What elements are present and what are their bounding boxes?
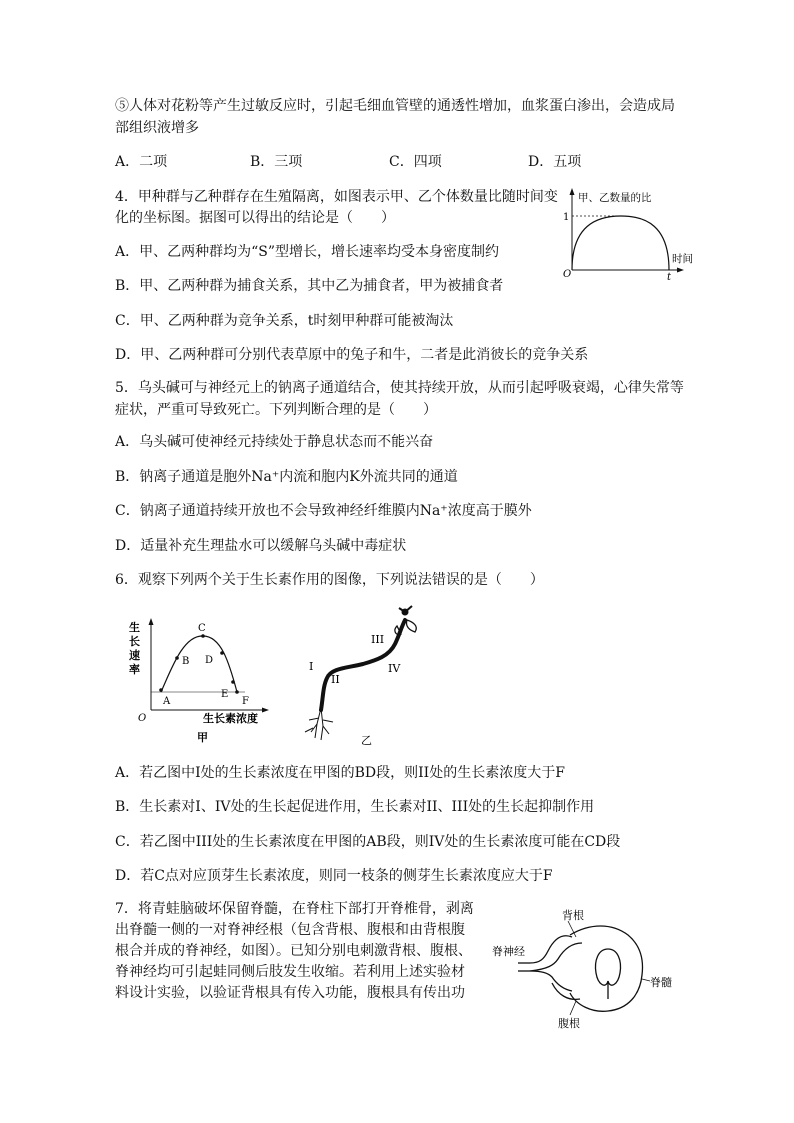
jia-label-b: B [182,656,190,667]
q3-item5-line1: ⑤人体对花粉等产生过敏反应时，引起毛细血管壁的通透性增加，血浆蛋白渗出，会造成局 [115,98,675,114]
q4-stem-line1: 4．甲种群与乙种群存在生殖隔离，如图表示甲、乙个体数量比随时间变 [115,189,558,205]
jia-ylabel-3: 速 [129,649,140,662]
yi-label-iv: IV [388,662,401,675]
jia-point-c [201,634,205,638]
q7-stem-line2: 出脊髓一侧的一对脊神经根（包含背根、腹根和由背根腹 [115,922,465,938]
q5-option-c: C．钠离子通道持续开放也不会导致神经纤维膜内Na⁺浓度高于膜外 [115,503,532,519]
ratio-curve [572,216,669,270]
q5-option-a: A．乌头碱可使神经元持续处于静息状态而不能兴奋 [115,434,434,450]
jia-curve [161,636,237,692]
label-dorsal-root: 背根 [562,909,584,922]
yi-label-iii: III [371,633,385,646]
q7-spinal-cord-figure [490,903,690,1033]
q5-option-b: B．钠离子通道是胞外Na⁺内流和胞内K外流共同的通道 [115,469,458,485]
spinal-cord-pointer [642,979,650,981]
q5-stem-line2: 症状，严重可导致死亡。下列判断合理的是（ ） [115,402,437,418]
q3-option-d: D．五项 [528,154,582,170]
q7-stem-line3: 根合并成的脊神经，如图）。已知分别电刺激背根、腹根、 [115,943,472,959]
q4-stem-line2: 化的坐标图。据图可以得出的结论是（ ） [115,210,395,226]
jia-caption: 甲 [197,731,208,744]
q5-stem-line1: 5．乌头碱可与神经元上的钠离子通道结合，使其持续开放，从而引起呼吸衰竭，心律失常等 [115,380,684,396]
jia-label-e: E [221,689,229,700]
jia-point-a [159,688,163,692]
jia-point-e [231,680,235,684]
yi-label-i: I [309,660,314,673]
q7-stem-line5: 料设计实验，以验证背根具有传入功能，腹根具有传出功 [115,985,465,1001]
q5-option-d: D．适量补充生理盐水可以缓解乌头碱中毒症状 [115,538,407,554]
q4-option-b: B．甲、乙两种群为捕食关系，其中乙为捕食者，甲为被捕食者 [115,278,504,294]
nerve-roots [518,936,582,1000]
label-ventral-root: 腹根 [558,1017,580,1030]
q6-option-d: D．若C点对应顶芽生长素浓度，则同一枝条的侧芽生长素浓度应大于F [115,868,553,884]
q6-option-a: A．若乙图中I处的生长素浓度在甲图的BD段，则II处的生长素浓度大于F [115,765,565,781]
q6-fig-yi-seedling [295,598,435,750]
graph-xtick-t: t [667,272,672,280]
q4-option-c: C．甲、乙两种群为竞争关系，t时刻甲种群可能被淘汰 [115,313,454,329]
y-axis-arrow [570,188,575,195]
jia-ylabel-4: 率 [129,663,140,676]
q3-item5-line2: 部组织液增多 [115,120,199,136]
jia-xlabel: 生长素浓度 [203,712,258,725]
label-spinal-cord: 脊髓 [650,976,672,989]
yi-label-ii: II [331,673,340,686]
x-axis-arrow [677,268,684,273]
label-spinal-nerve: 脊神经 [492,945,525,958]
graph-xlabel: 时间 [672,253,693,265]
yi-roots [305,708,333,740]
q3-option-a: A．二项 [115,154,168,170]
graph-ylabel: 甲、乙数量的比 [578,192,652,204]
graph-ytick-1: 1 [563,212,570,223]
jia-point-d [220,651,224,655]
dorsal-root-pointer [568,921,576,937]
yi-caption: 乙 [361,734,372,747]
q6-option-b: B．生长素对I、IV处的生长起促进作用，生长素对II、III处的生长起抑制作用 [115,799,595,815]
jia-y-arrow [149,618,154,625]
spinal-cord-outline [570,926,642,1011]
q6-option-c: C．若乙图中III处的生长素浓度在甲图的AB段，则IV处的生长素浓度可能在CD段 [115,834,621,850]
q3-option-c: C．四项 [389,154,442,170]
jia-ylabel-2: 长 [129,635,140,648]
jia-x-arrow [262,708,269,713]
q6-stem: 6．观察下列两个关于生长素作用的图像，下列说法错误的是（ ） [115,572,544,588]
q7-stem-line1: 7．将青蛙脑破坏保留脊髓，在脊柱下部打开脊椎骨，剥离 [115,901,474,917]
q6-fig-jia-auxin-curve [125,610,275,750]
q3-option-b: B．三项 [250,154,303,170]
jia-label-f: F [242,696,249,707]
jia-label-a: A [163,696,171,707]
q4-option-a: A．甲、乙两种群均为“S”型增长，增长速率均受本身密度制约 [115,244,500,260]
jia-point-f [235,690,239,694]
q7-stem-line4: 脊神经均可引起蛙同侧后肢发生收缩。若利用上述实验材 [115,964,465,980]
jia-label-d: D [205,655,214,666]
jia-point-b [175,656,179,660]
jia-label-c: C [198,623,206,634]
q4-ratio-graph [560,186,700,280]
q4-option-d: D．甲、乙两种群可分别代表草原中的兔子和牛，二者是此消彼长的竞争关系 [115,347,589,363]
graph-origin: O [563,269,572,280]
ventral-root-pointer [570,1001,576,1015]
jia-origin: O [138,713,147,724]
jia-ylabel-1: 生 [129,621,140,634]
